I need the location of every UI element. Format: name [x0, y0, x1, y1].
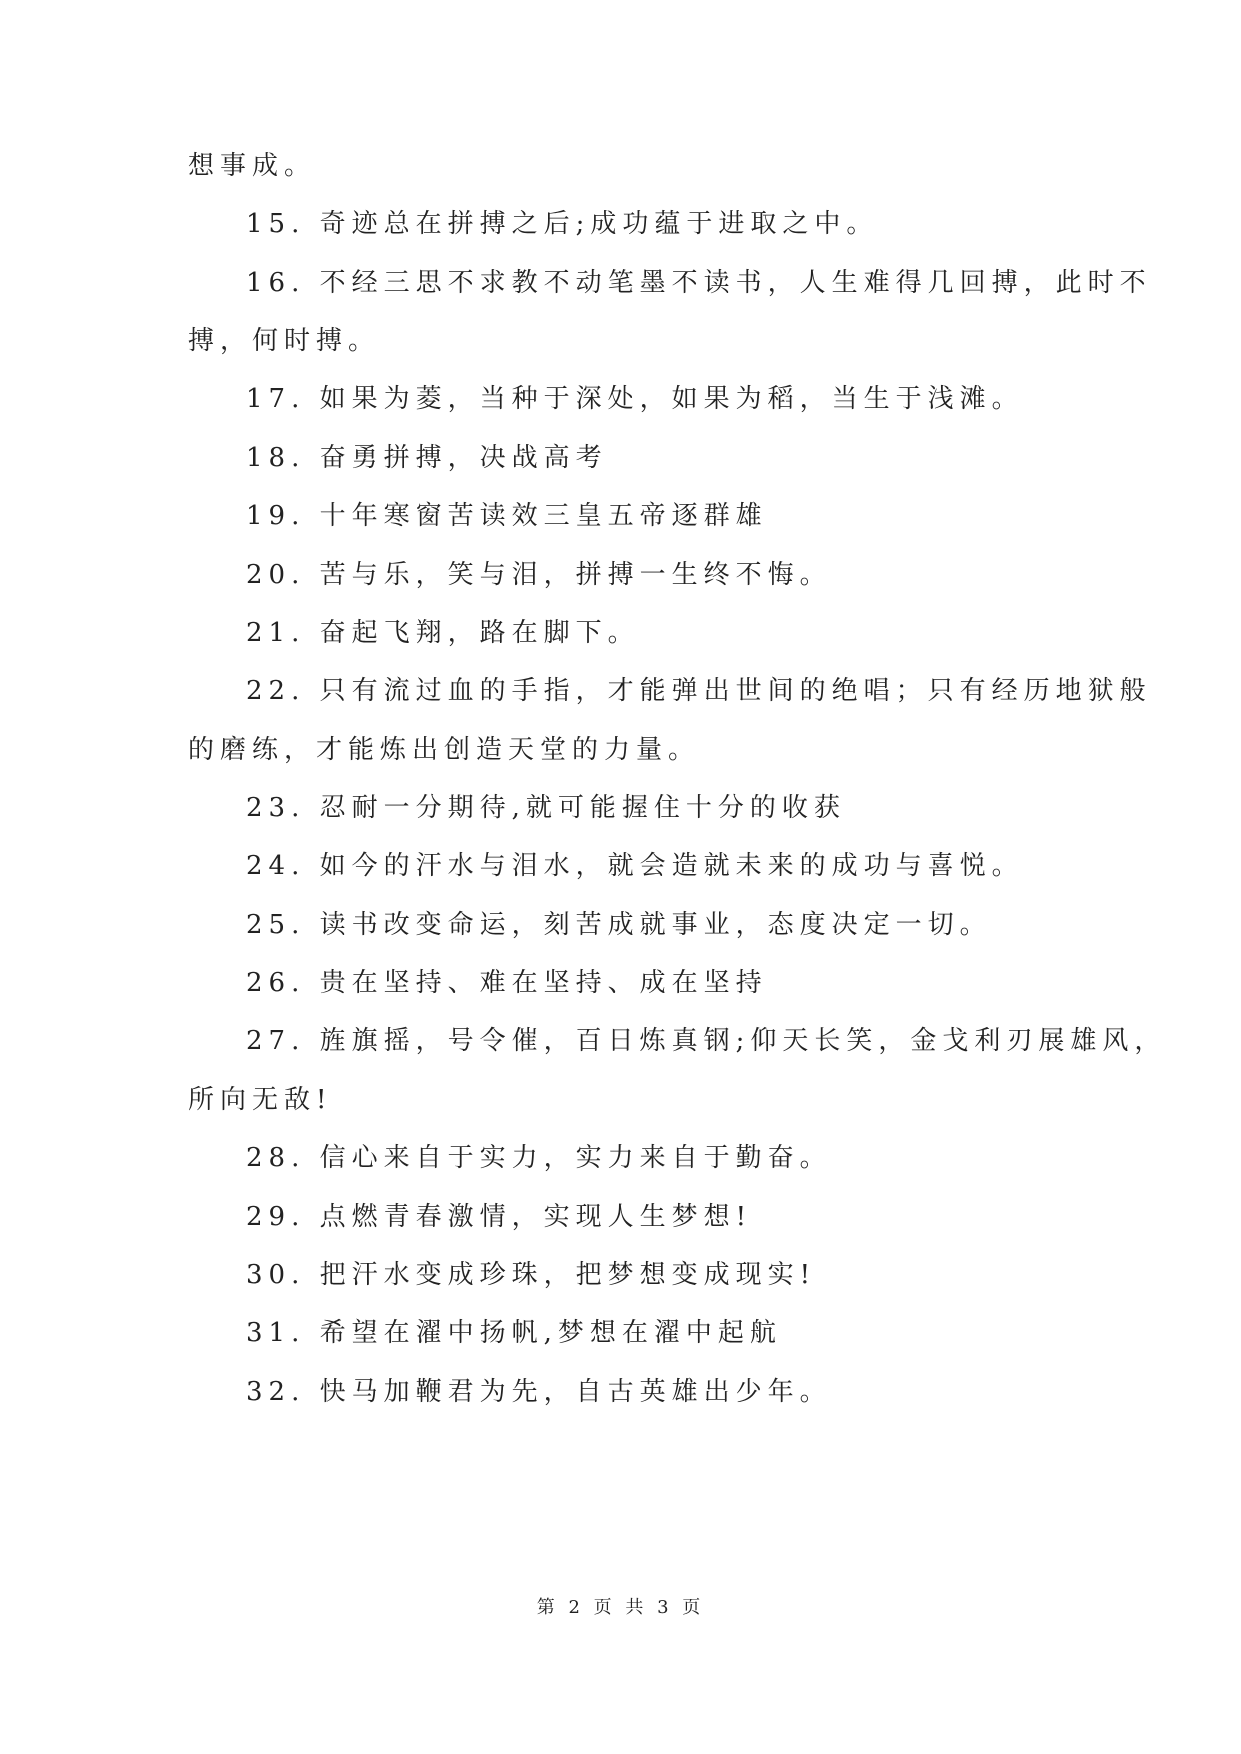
text-line: 搏，何时搏。	[188, 326, 381, 356]
list-item: 20. 苦与乐，笑与泪，拼搏一生终不悔。	[246, 560, 832, 590]
text-line: 所向无敌!	[188, 1085, 333, 1115]
list-item: 24. 如今的汗水与泪水，就会造就未来的成功与喜悦。	[246, 851, 1024, 881]
list-item: 17. 如果为菱，当种于深处，如果为稻，当生于浅滩。	[246, 384, 1024, 414]
list-item: 29. 点燃青春激情，实现人生梦想!	[246, 1202, 753, 1232]
list-item: 25. 读书改变命运，刻苦成就事业，态度决定一切。	[246, 910, 992, 940]
list-item: 18. 奋勇拼搏，决战高考	[246, 443, 608, 473]
text-line: 的磨练，才能炼出创造天堂的力量。	[188, 735, 701, 765]
list-item: 27. 旌旗摇，号令催，百日炼真钢;仰天长笑，金戈利刃展雄风，	[246, 1026, 1167, 1056]
list-item: 26. 贵在坚持、难在坚持、成在坚持	[246, 968, 768, 998]
list-item: 21. 奋起飞翔，路在脚下。	[246, 618, 640, 648]
list-item: 19. 十年寒窗苦读效三皇五帝逐群雄	[246, 501, 768, 531]
list-item: 28. 信心来自于实力，实力来自于勤奋。	[246, 1143, 832, 1173]
list-item: 32. 快马加鞭君为先，自古英雄出少年。	[246, 1377, 832, 1407]
text-line: 想事成。	[188, 151, 317, 181]
list-item: 15. 奇迹总在拼搏之后;成功蕴于进取之中。	[246, 209, 879, 239]
page-footer: 第 2 页 共 3 页	[536, 1597, 705, 1618]
list-item: 31. 希望在濯中扬帆,梦想在濯中起航	[246, 1318, 782, 1348]
list-item: 23. 忍耐一分期待,就可能握住十分的收获	[246, 793, 846, 823]
list-item: 30. 把汗水变成珍珠，把梦想变成现实!	[246, 1260, 817, 1290]
list-item: 22. 只有流过血的手指，才能弹出世间的绝唱；只有经历地狱般	[246, 676, 1152, 706]
list-item: 16. 不经三思不求教不动笔墨不读书，人生难得几回搏，此时不	[246, 268, 1152, 298]
